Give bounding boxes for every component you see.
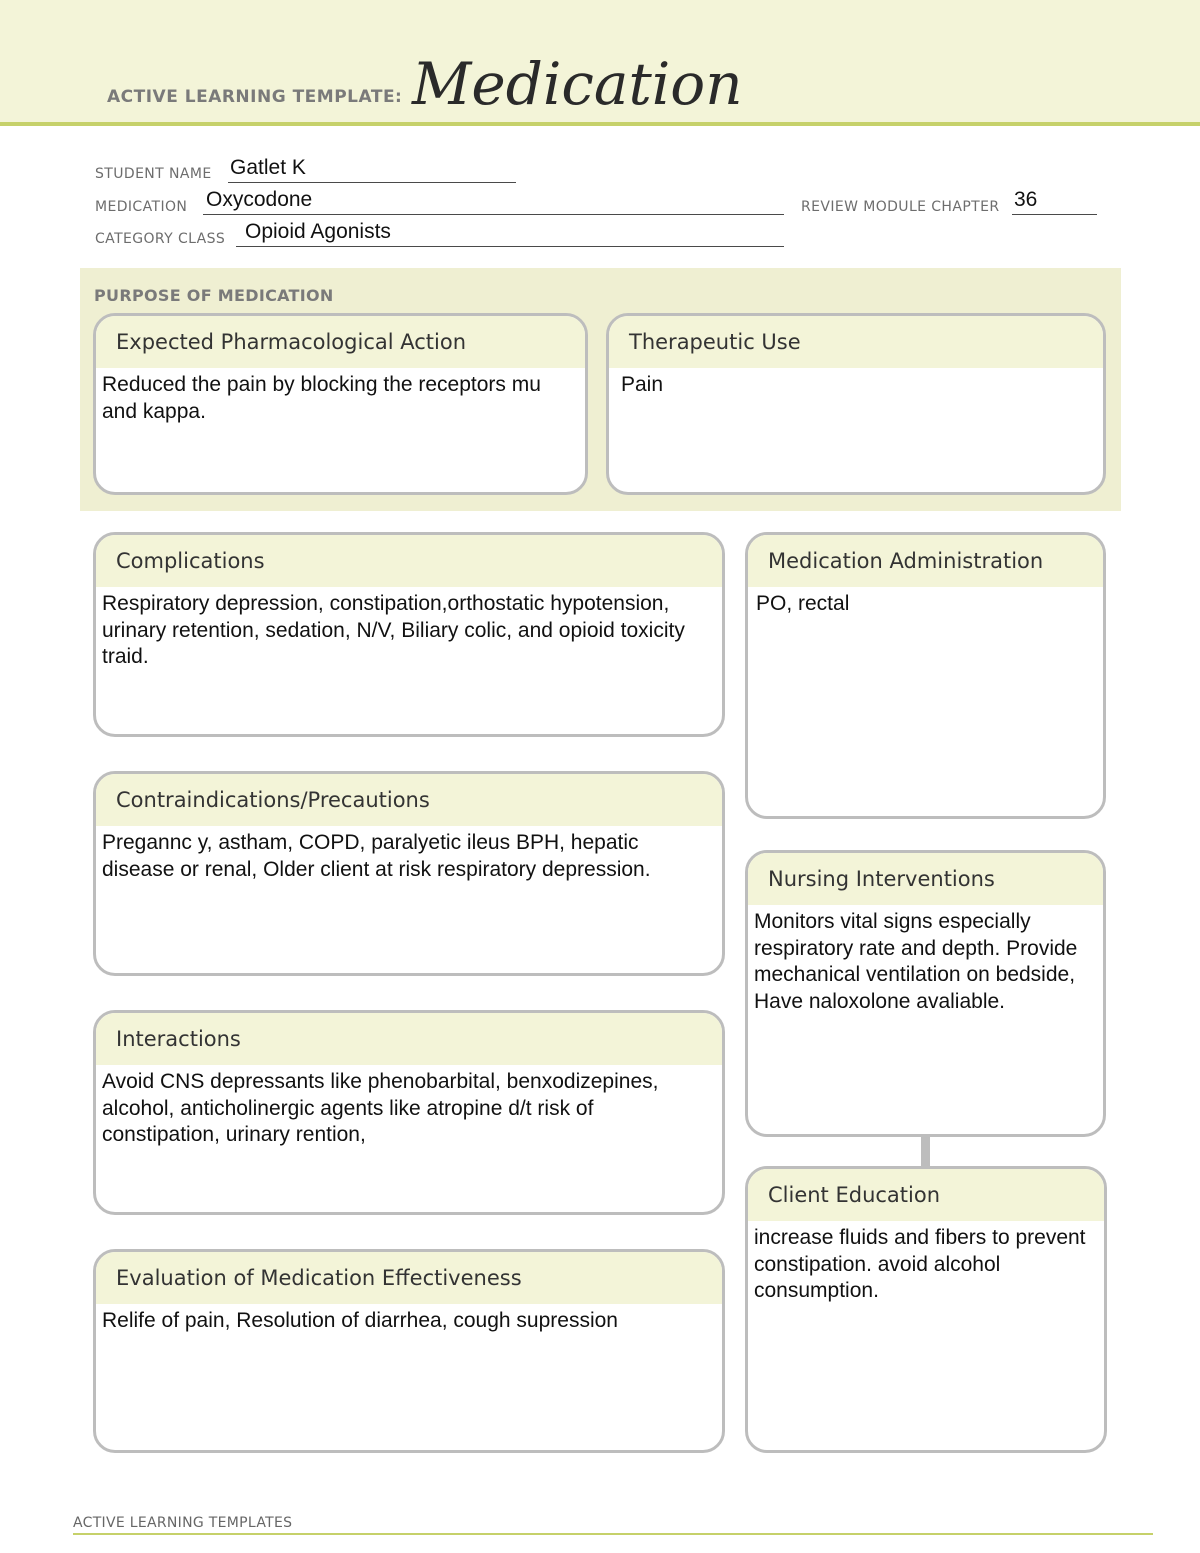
therapeutic-use-title: Therapeutic Use xyxy=(609,316,1103,368)
medication-field[interactable]: Oxycodone xyxy=(206,188,313,211)
interactions-title: Interactions xyxy=(96,1013,722,1065)
expected-action-title: Expected Pharmacological Action xyxy=(96,316,585,368)
medication-line xyxy=(203,214,784,215)
complications-text[interactable]: Respiratory depression, constipation,orthostatic hypotension, urinary retention, sedation, N/V, Biliary colic, and opioid toxicity traid. xyxy=(102,592,685,668)
category-line xyxy=(236,246,784,247)
contraindications-box xyxy=(93,771,725,976)
evaluation-text[interactable]: Relife of pain, Resolution of diarrhea, cough supression xyxy=(102,1309,618,1332)
category-field[interactable]: Opioid Agonists xyxy=(245,220,391,243)
nursing-interventions-title: Nursing Interventions xyxy=(748,853,1103,905)
student-name-label: STUDENT NAME xyxy=(95,166,212,182)
template-label: ACTIVE LEARNING TEMPLATE: xyxy=(107,87,403,107)
category-label: CATEGORY CLASS xyxy=(95,231,226,247)
evaluation-title: Evaluation of Medication Effectiveness xyxy=(96,1252,722,1304)
expected-action-text[interactable]: Reduced the pain by blocking the receptors mu and kappa. xyxy=(102,373,541,423)
purpose-label: PURPOSE OF MEDICATION xyxy=(94,286,334,305)
student-name-line xyxy=(228,182,516,183)
complications-title: Complications xyxy=(96,535,722,587)
student-name-field[interactable]: Gatlet K xyxy=(230,156,306,179)
chapter-line xyxy=(1012,214,1097,215)
therapeutic-use-text[interactable]: Pain xyxy=(621,373,664,396)
chapter-field[interactable]: 36 xyxy=(1014,188,1038,211)
expected-action-box xyxy=(93,313,588,495)
administration-title: Medication Administration xyxy=(748,535,1103,587)
interactions-box xyxy=(93,1010,725,1215)
nursing-interventions-text[interactable]: Monitors vital signs especially respiratory rate and depth. Provide mechanical ventilation on bedside, Have naloxolone avaliable. xyxy=(754,910,1078,1013)
client-education-text[interactable]: increase fluids and fibers to prevent constipation. avoid alcohol consumption. xyxy=(754,1226,1086,1302)
box-connector xyxy=(921,1135,930,1166)
nursing-interventions-box xyxy=(745,850,1106,1137)
complications-box xyxy=(93,532,725,737)
chapter-label: REVIEW MODULE CHAPTER xyxy=(801,199,1000,215)
footer-label: ACTIVE LEARNING TEMPLATES xyxy=(73,1515,293,1531)
client-education-box xyxy=(745,1166,1107,1453)
administration-text[interactable]: PO, rectal xyxy=(756,592,850,615)
therapeutic-use-box xyxy=(606,313,1106,495)
contraindications-text[interactable]: Pregannc y, astham, COPD, paralyetic ileus BPH, hepatic disease or renal, Older client at risk respiratory depression. xyxy=(102,831,651,881)
footer-divider xyxy=(73,1533,1153,1535)
administration-box xyxy=(745,532,1106,819)
page-title: Medication xyxy=(412,50,743,118)
client-education-title: Client Education xyxy=(748,1169,1104,1221)
contraindications-title: Contraindications/Precautions xyxy=(96,774,722,826)
evaluation-box xyxy=(93,1249,725,1453)
interactions-text[interactable]: Avoid CNS depressants like phenobarbital, benxodizepines, alcohol, anticholinergic agents like atropine d/t risk of constipation, urinary rention, xyxy=(102,1070,659,1146)
medication-label: MEDICATION xyxy=(95,199,188,215)
